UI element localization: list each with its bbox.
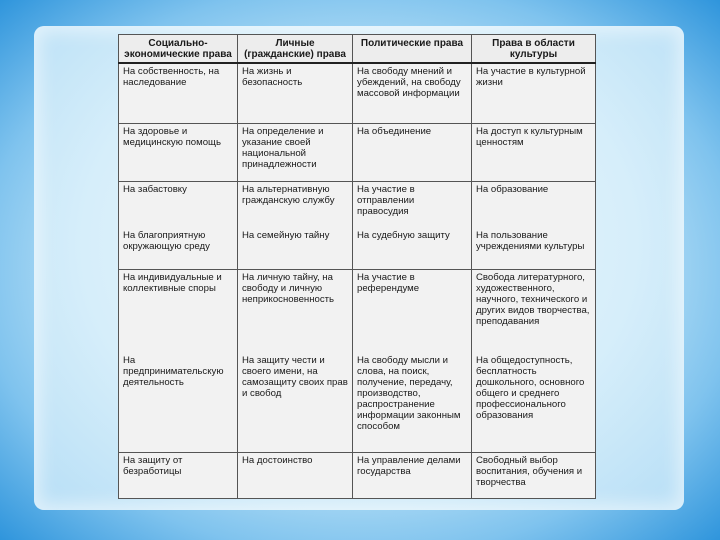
header-political: Политические права bbox=[353, 35, 472, 64]
table-cell: На индивидуальные и коллективные споры bbox=[119, 269, 238, 352]
table-header-row bbox=[119, 35, 596, 64]
table-cell: На образование bbox=[472, 182, 596, 228]
table-cell: На благоприятную окружающую среду bbox=[119, 228, 238, 270]
table-cell: Свобода литературного, художественного, научного, технического и других видов творчества, преподавания bbox=[472, 269, 596, 352]
table-cell: На свободу мнений и убеждений, на свободу массовой информации bbox=[353, 63, 472, 123]
table-cell: Свободный выбор воспитания, обучения и творчества bbox=[472, 453, 596, 499]
table-cell: На общедоступность, бесплатность дошкольного, основного общего и среднего профессионального образования bbox=[472, 353, 596, 453]
table-cell: На семейную тайну bbox=[238, 228, 353, 270]
table-cell: На жизнь и безопасность bbox=[238, 63, 353, 123]
table-cell: На доступ к культурным ценностям bbox=[472, 123, 596, 181]
table-cell: На управление делами государства bbox=[353, 453, 472, 499]
table-cell: На судебную защиту bbox=[353, 228, 472, 270]
table-cell: На объединение bbox=[353, 123, 472, 181]
table-cell: На предпринимательскую деятельность bbox=[119, 353, 238, 453]
header-personal: Личные (гражданские) права bbox=[238, 35, 353, 64]
table-cell: На здоровье и медицинскую помощь bbox=[119, 123, 238, 181]
table-cell: На пользование учреждениями культуры bbox=[472, 228, 596, 270]
rights-table-container bbox=[118, 34, 595, 499]
table-cell: На участие в культурной жизни bbox=[472, 63, 596, 123]
table-row bbox=[119, 182, 596, 228]
table-row bbox=[119, 353, 596, 453]
table-cell: На участие в отправлении правосудия bbox=[353, 182, 472, 228]
header-cultural: Права в области культуры bbox=[472, 35, 596, 64]
table-cell: На собственность, на наследование bbox=[119, 63, 238, 123]
table-row bbox=[119, 269, 596, 352]
table-cell: На достоинство bbox=[238, 453, 353, 499]
table-cell: На альтернативную гражданскую службу bbox=[238, 182, 353, 228]
table-row bbox=[119, 123, 596, 181]
table-cell: На участие в референдуме bbox=[353, 269, 472, 352]
table-cell: На защиту от безработицы bbox=[119, 453, 238, 499]
table-cell: На защиту чести и своего имени, на самозащиту своих прав и свобод bbox=[238, 353, 353, 453]
header-socioeconomic: Социально-экономические права bbox=[119, 35, 238, 64]
table-row bbox=[119, 63, 596, 123]
table-cell: На забастовку bbox=[119, 182, 238, 228]
rights-table bbox=[118, 34, 596, 499]
table-cell: На определение и указание своей национальной принадлежности bbox=[238, 123, 353, 181]
table-cell: На личную тайну, на свободу и личную неприкосновенность bbox=[238, 269, 353, 352]
table-row bbox=[119, 228, 596, 270]
table-row bbox=[119, 453, 596, 499]
table-cell: На свободу мысли и слова, на поиск, получение, передачу, производство, распространение информации законным способом bbox=[353, 353, 472, 453]
